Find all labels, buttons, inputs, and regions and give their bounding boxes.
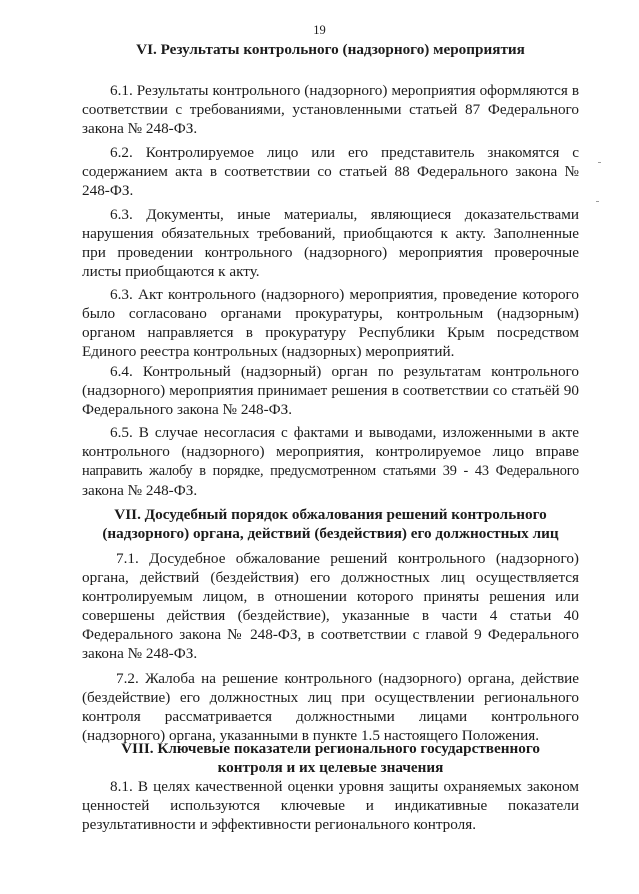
paragraph-7-2 <box>82 669 579 745</box>
paragraph-6-5-part-2: направить жалобу в порядке, предусмотренном статьями 39 - 43 Федерального <box>82 463 579 479</box>
paragraph-6-5-text <box>82 423 579 500</box>
paragraph-7-1 <box>82 549 579 663</box>
section-8-heading-line-2: контроля и их целевые значения <box>217 759 444 776</box>
section-8-heading-block <box>82 739 579 777</box>
section-8-heading-line-1: VIII. Ключевые показатели регионального государственного <box>121 740 540 757</box>
paragraph-7-1-text: 7.1. Досудебное обжалование решений контрольного (надзорного) органа, действий (бездействия) его должностных лиц осуществляется контролируемым лицом, в отношении которого приняты решения или совершены действия (бездействие), указанные в части 4 статьи 40 Федерального закона № 248-ФЗ, в соответствии с главой 9 Федерального закона № 248-ФЗ. <box>82 550 579 662</box>
paragraph-6-3b <box>82 285 579 361</box>
section-6-heading-block <box>82 40 579 59</box>
paragraph-6-1 <box>82 81 579 138</box>
paragraph-6-3a <box>82 205 579 281</box>
paragraph-6-2 <box>82 143 579 200</box>
paragraph-6-2-text: 6.2. Контролируемое лицо или его представитель знакомятся с содержанием акта в соответствии со статьей 88 Федерального закона № 248-ФЗ. <box>82 144 579 199</box>
section-7-heading-line-1: VII. Досудебный порядок обжалования решений контрольного <box>114 506 547 523</box>
page-number: 19 <box>313 23 326 37</box>
paragraph-6-4-text: 6.4. Контрольный (надзорный) орган по результатам контрольного (надзорного) мероприятия принимает решения в соответствии со статьёй 90 Федерального закона № 248-ФЗ. <box>82 363 579 418</box>
paragraph-6-1-text: 6.1. Результаты контрольного (надзорного) мероприятия оформляются в соответствии с требованиями, установленными статьей 87 Федерального закона № 248-ФЗ. <box>82 82 579 137</box>
paragraph-8-1-text: 8.1. В целях качественной оценки уровня защиты охраняемых законом ценностей используются ключевые и индикативные показатели результативности и эффективности регионального контроля. <box>82 778 579 833</box>
paragraph-7-2-text: 7.2. Жалоба на решение контрольного (надзорного) органа, действие (бездействие) его должностных лиц при осуществлении регионального контроля рассматривается должностными лицами контрольного (надзорного) органа, указанными в пункте 1.5 настоящего Положения. <box>82 670 579 744</box>
paragraph-6-3a-text: 6.3. Документы, иные материалы, являющиеся доказательствами нарушения обязательных требований, приобщаются к акту. Заполненные при проведении контрольного (надзорного) мероприятия проверочные листы приобщаются к акту. <box>82 206 579 280</box>
paragraph-6-4 <box>82 362 579 419</box>
paragraph-6-3b-text: 6.3. Акт контрольного (надзорного) мероприятия, проведение которого было согласовано органами прокуратуры, контрольным (надзорным) органом направляется в прокуратуру Республики Крым посредством Единого реестра контрольных (надзорных) мероприятий. <box>82 286 579 360</box>
section-7-heading-line-2: (надзорного) органа, действий (бездействия) его должностных лиц <box>102 525 559 542</box>
scan-speck <box>596 201 599 202</box>
section-7-heading-block <box>82 505 579 543</box>
scan-speck <box>598 162 601 163</box>
paragraph-6-5-part-1: 6.5. В случае несогласия с фактами и выводами, изложенными в акте контрольного (надзорного) мероприятия, контролируемое лицо вправе <box>82 424 579 460</box>
paragraph-6-5 <box>82 423 579 500</box>
section-6-heading: VI. Результаты контрольного (надзорного) мероприятия <box>136 41 525 58</box>
paragraph-6-5-part-3: закона № 248-ФЗ. <box>82 482 198 499</box>
paragraph-8-1 <box>82 777 579 834</box>
